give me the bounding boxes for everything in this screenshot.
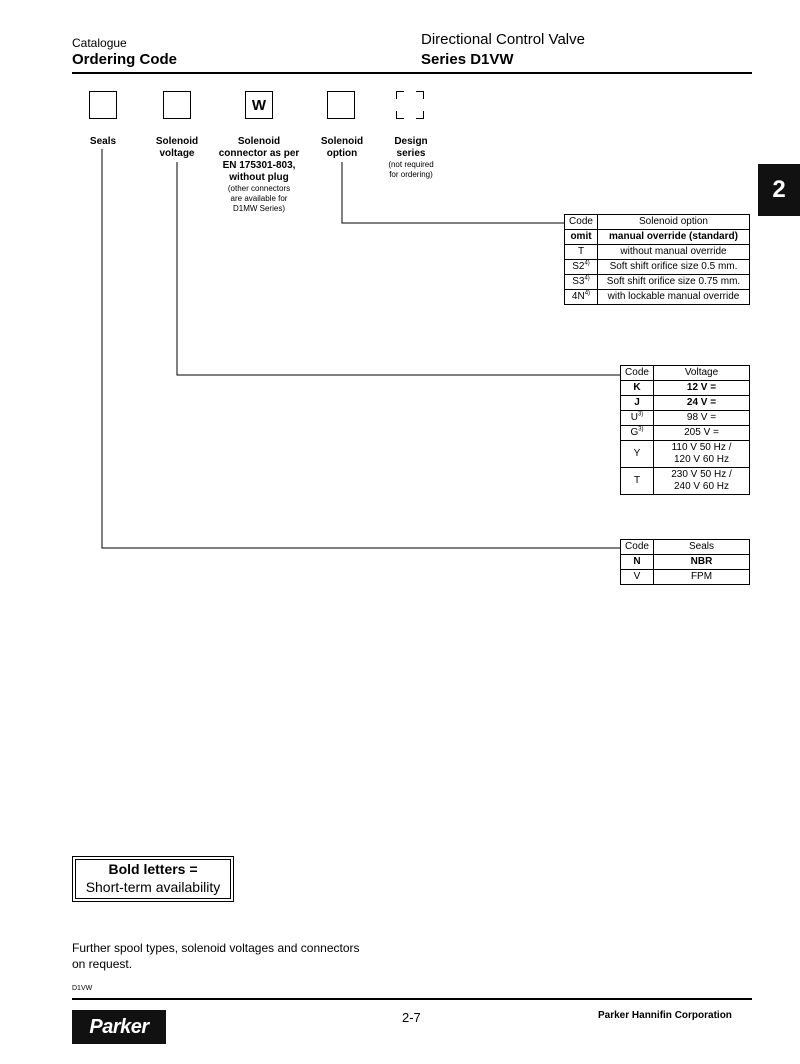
bold-letters-note xyxy=(72,856,234,902)
row-code: Y xyxy=(621,441,654,468)
row-code: $G^{3)}$ xyxy=(621,426,654,441)
row-desc: FPM xyxy=(654,570,750,585)
row-desc: with lockable manual override xyxy=(598,290,750,305)
header-desc: Voltage xyxy=(654,366,750,381)
row-code: J xyxy=(621,396,654,411)
row-code: omit xyxy=(565,230,598,245)
table-row xyxy=(565,230,750,245)
catalogue-label: Catalogue xyxy=(72,36,127,50)
header-code: Code xyxy=(621,540,654,555)
company-name: Parker Hannifin Corporation xyxy=(598,1010,732,1021)
table-row xyxy=(621,381,750,396)
row-desc: 110 V 50 Hz / 120 V 60 Hz xyxy=(654,441,750,468)
table-row xyxy=(565,245,750,260)
note-line-1: Bold letters = xyxy=(108,861,198,877)
header-code: Code xyxy=(621,366,654,381)
label-voltage: Solenoid voltage xyxy=(155,136,199,159)
page-number: 2-7 xyxy=(402,1010,421,1025)
table-row xyxy=(621,426,750,441)
table-row xyxy=(565,260,750,275)
row-code: T xyxy=(621,468,654,495)
row-desc: NBR xyxy=(654,555,750,570)
row-code: N xyxy=(621,555,654,570)
series-title: Series D1VW xyxy=(421,51,514,68)
header-desc: Seals xyxy=(654,540,750,555)
row-desc: without manual override xyxy=(598,245,750,260)
row-code: T xyxy=(565,245,598,260)
solenoid-option-table xyxy=(564,214,750,305)
row-desc: manual override (standard) xyxy=(598,230,750,245)
row-code: S3$^{4)}$ xyxy=(565,275,598,290)
row-desc: 12 V = xyxy=(654,381,750,396)
seals-table xyxy=(620,539,750,585)
leader-voltage xyxy=(177,162,620,375)
header-desc: Solenoid option xyxy=(598,215,750,230)
code-box-connector: W xyxy=(245,91,273,119)
table-row xyxy=(621,555,750,570)
doc-ref: D1VW xyxy=(72,985,93,992)
product-title: Directional Control Valve xyxy=(421,31,585,48)
row-desc: 24 V = xyxy=(654,396,750,411)
header-code: Code xyxy=(565,215,598,230)
parker-logo: Parker xyxy=(72,1010,166,1044)
label-design: Design series (not required for ordering) xyxy=(388,136,434,179)
row-desc: 98 V = xyxy=(654,411,750,426)
table-row xyxy=(621,411,750,426)
row-code: S2$^{4)}$ xyxy=(565,260,598,275)
row-code: $4N^{4)}$ xyxy=(565,290,598,305)
voltage-table xyxy=(620,365,750,495)
table-row xyxy=(621,468,750,495)
leader-seals xyxy=(102,149,620,548)
row-code: K xyxy=(621,381,654,396)
row-desc: Soft shift orifice size 0.75 mm. xyxy=(598,275,750,290)
row-desc: 230 V 50 Hz / 240 V 60 Hz xyxy=(654,468,750,495)
label-option: Solenoid option xyxy=(320,136,364,159)
table-row xyxy=(565,290,750,305)
further-info: Further spool types, solenoid voltages and connectors on request. xyxy=(72,941,360,971)
row-desc: 205 V = xyxy=(654,426,750,441)
chapter-tab: 2 xyxy=(758,164,800,216)
row-code: $U^{3)}$ xyxy=(621,411,654,426)
footer-rule xyxy=(72,998,752,1000)
row-code: V xyxy=(621,570,654,585)
table-row xyxy=(565,275,750,290)
row-desc: Soft shift orifice size 0.5 mm. xyxy=(598,260,750,275)
label-seals: Seals xyxy=(89,136,117,147)
note-line-2: Short-term availability xyxy=(85,879,221,895)
section-title: Ordering Code xyxy=(72,51,178,68)
table-row xyxy=(621,396,750,411)
table-row xyxy=(621,570,750,585)
table-row xyxy=(621,441,750,468)
leader-option xyxy=(342,162,565,223)
label-connector: Solenoid connector as per EN 175301-803, without plug (other connectors are available for D1MW Series) xyxy=(218,136,300,213)
